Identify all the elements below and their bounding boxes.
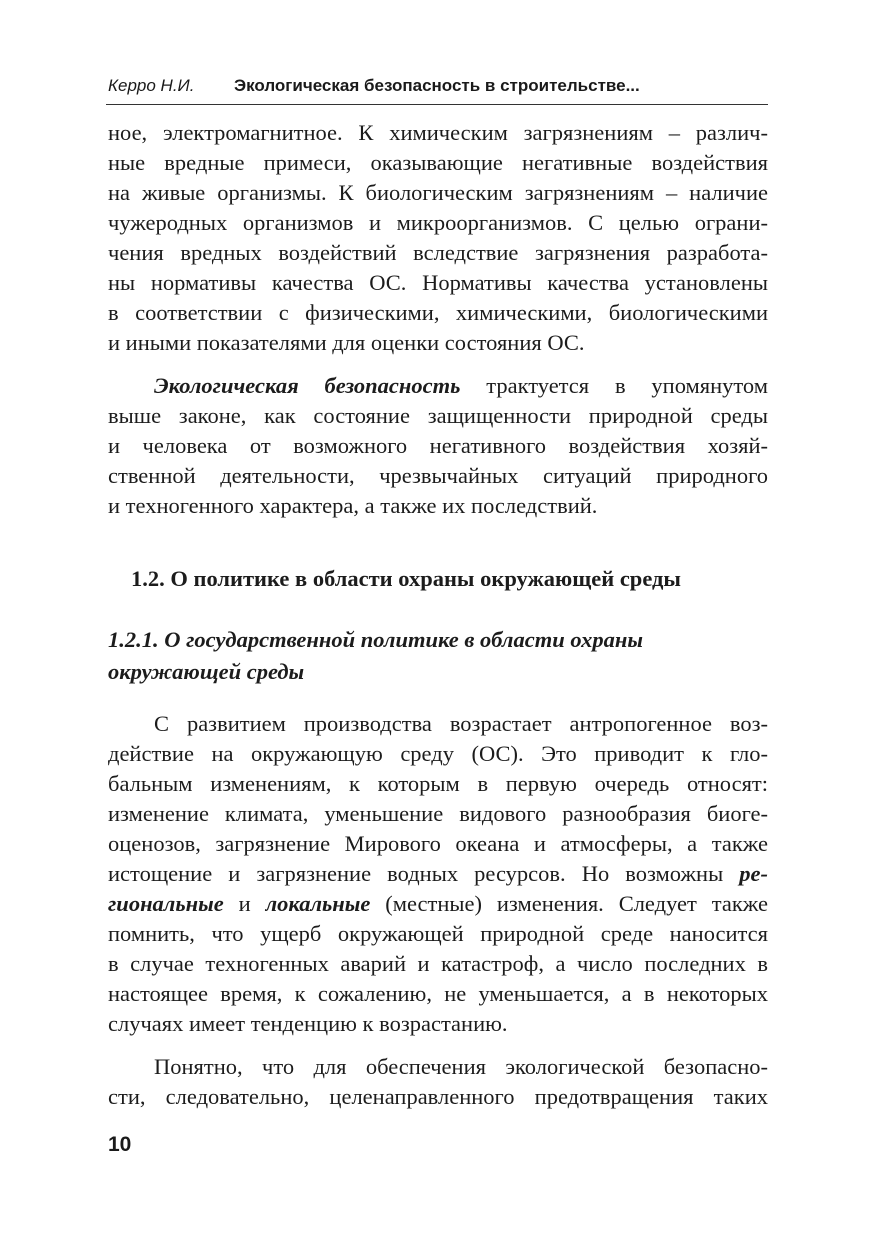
text-line: выше законе, как состояние защищенности природной среды	[108, 403, 768, 428]
text-line: ные вредные примеси, оказывающие негативные воздействия	[108, 150, 768, 175]
text-line: С развитием производства возрастает антропогенное воз-	[154, 711, 768, 736]
text-line: ны нормативы качества ОС. Нормативы качества установлены	[108, 270, 768, 295]
running-header	[108, 74, 768, 102]
text-line	[108, 371, 768, 401]
text-line: помнить, что ущерб окружающей природной среде наносится	[108, 921, 768, 946]
section-heading: 1.2. О политике в области охраны окружающей среды	[131, 566, 681, 591]
text-line: настоящее время, к сожалению, не уменьшается, а в некоторых	[108, 981, 768, 1006]
text-run: (местные) изменения. Следует также	[370, 891, 768, 916]
text-line: ственной деятельности, чрезвычайных ситуаций природного	[108, 463, 768, 488]
text-line: случаях имеет тенденцию к возрастанию.	[108, 1011, 508, 1036]
emphasis-regional: гиональные	[108, 891, 224, 916]
text-line: ное, электромагнитное. К химическим загрязнениям – различ-	[108, 120, 768, 145]
text-line	[108, 859, 768, 889]
paragraph-1	[108, 118, 768, 358]
emphasis-regional: ре-	[739, 861, 768, 886]
text-line: действие на окружающую среду (ОС). Это приводит к гло-	[108, 741, 768, 766]
text-line: и иными показателями для оценки состояния ОС.	[108, 330, 585, 355]
text-run: истощение и загрязнение водных ресурсов. Но возможны	[108, 861, 740, 886]
text-line: и человека от возможного негативного воздействия хозяй-	[108, 433, 768, 458]
text-line: чения вредных воздействий вследствие загрязнения разработа-	[108, 240, 768, 265]
text-line: в соответствии с физическими, химическими, биологическими	[108, 300, 768, 325]
text-line: и техногенного характера, а также их последствий.	[108, 493, 598, 518]
text-line	[108, 889, 768, 919]
text-line: чужеродных организмов и микроорганизмов. С целью ограни-	[108, 210, 768, 235]
paragraph-4	[108, 1052, 768, 1112]
subsection-heading-line: 1.2.1. О государственной политике в области охраны	[108, 627, 644, 652]
text-line: на живые организмы. К биологическим загрязнениям – наличие	[108, 180, 768, 205]
paragraph-2	[108, 371, 768, 521]
subsection-heading	[108, 624, 643, 688]
header-title: Экологическая безопасность в строительстве...	[234, 76, 640, 95]
text-line: Понятно, что для обеспечения экологической безопасно-	[154, 1054, 768, 1079]
term-ecological-safety: Экологическая безопасность	[154, 373, 461, 398]
text-line: в случае техногенных аварий и катастроф, а число последних в	[108, 951, 768, 976]
text-run: трактуется в упомянутом	[460, 373, 768, 398]
header-author: Керро Н.И.	[108, 76, 195, 95]
page-number: 10	[108, 1133, 132, 1156]
text-line: сти, следовательно, целенаправленного предотвращения таких	[108, 1084, 768, 1109]
emphasis-local: локальные	[265, 891, 371, 916]
subsection-heading-line: окружающей среды	[108, 659, 305, 684]
text-line: бальным изменениям, к которым в первую очередь относят:	[108, 771, 768, 796]
text-line: изменение климата, уменьшение видового разнообразия биоге-	[108, 801, 768, 826]
header-rule	[106, 104, 768, 105]
text-line: оценозов, загрязнение Мирового океана и атмосферы, а также	[108, 831, 768, 856]
paragraph-3	[108, 709, 768, 1039]
text-run: и	[223, 891, 266, 916]
